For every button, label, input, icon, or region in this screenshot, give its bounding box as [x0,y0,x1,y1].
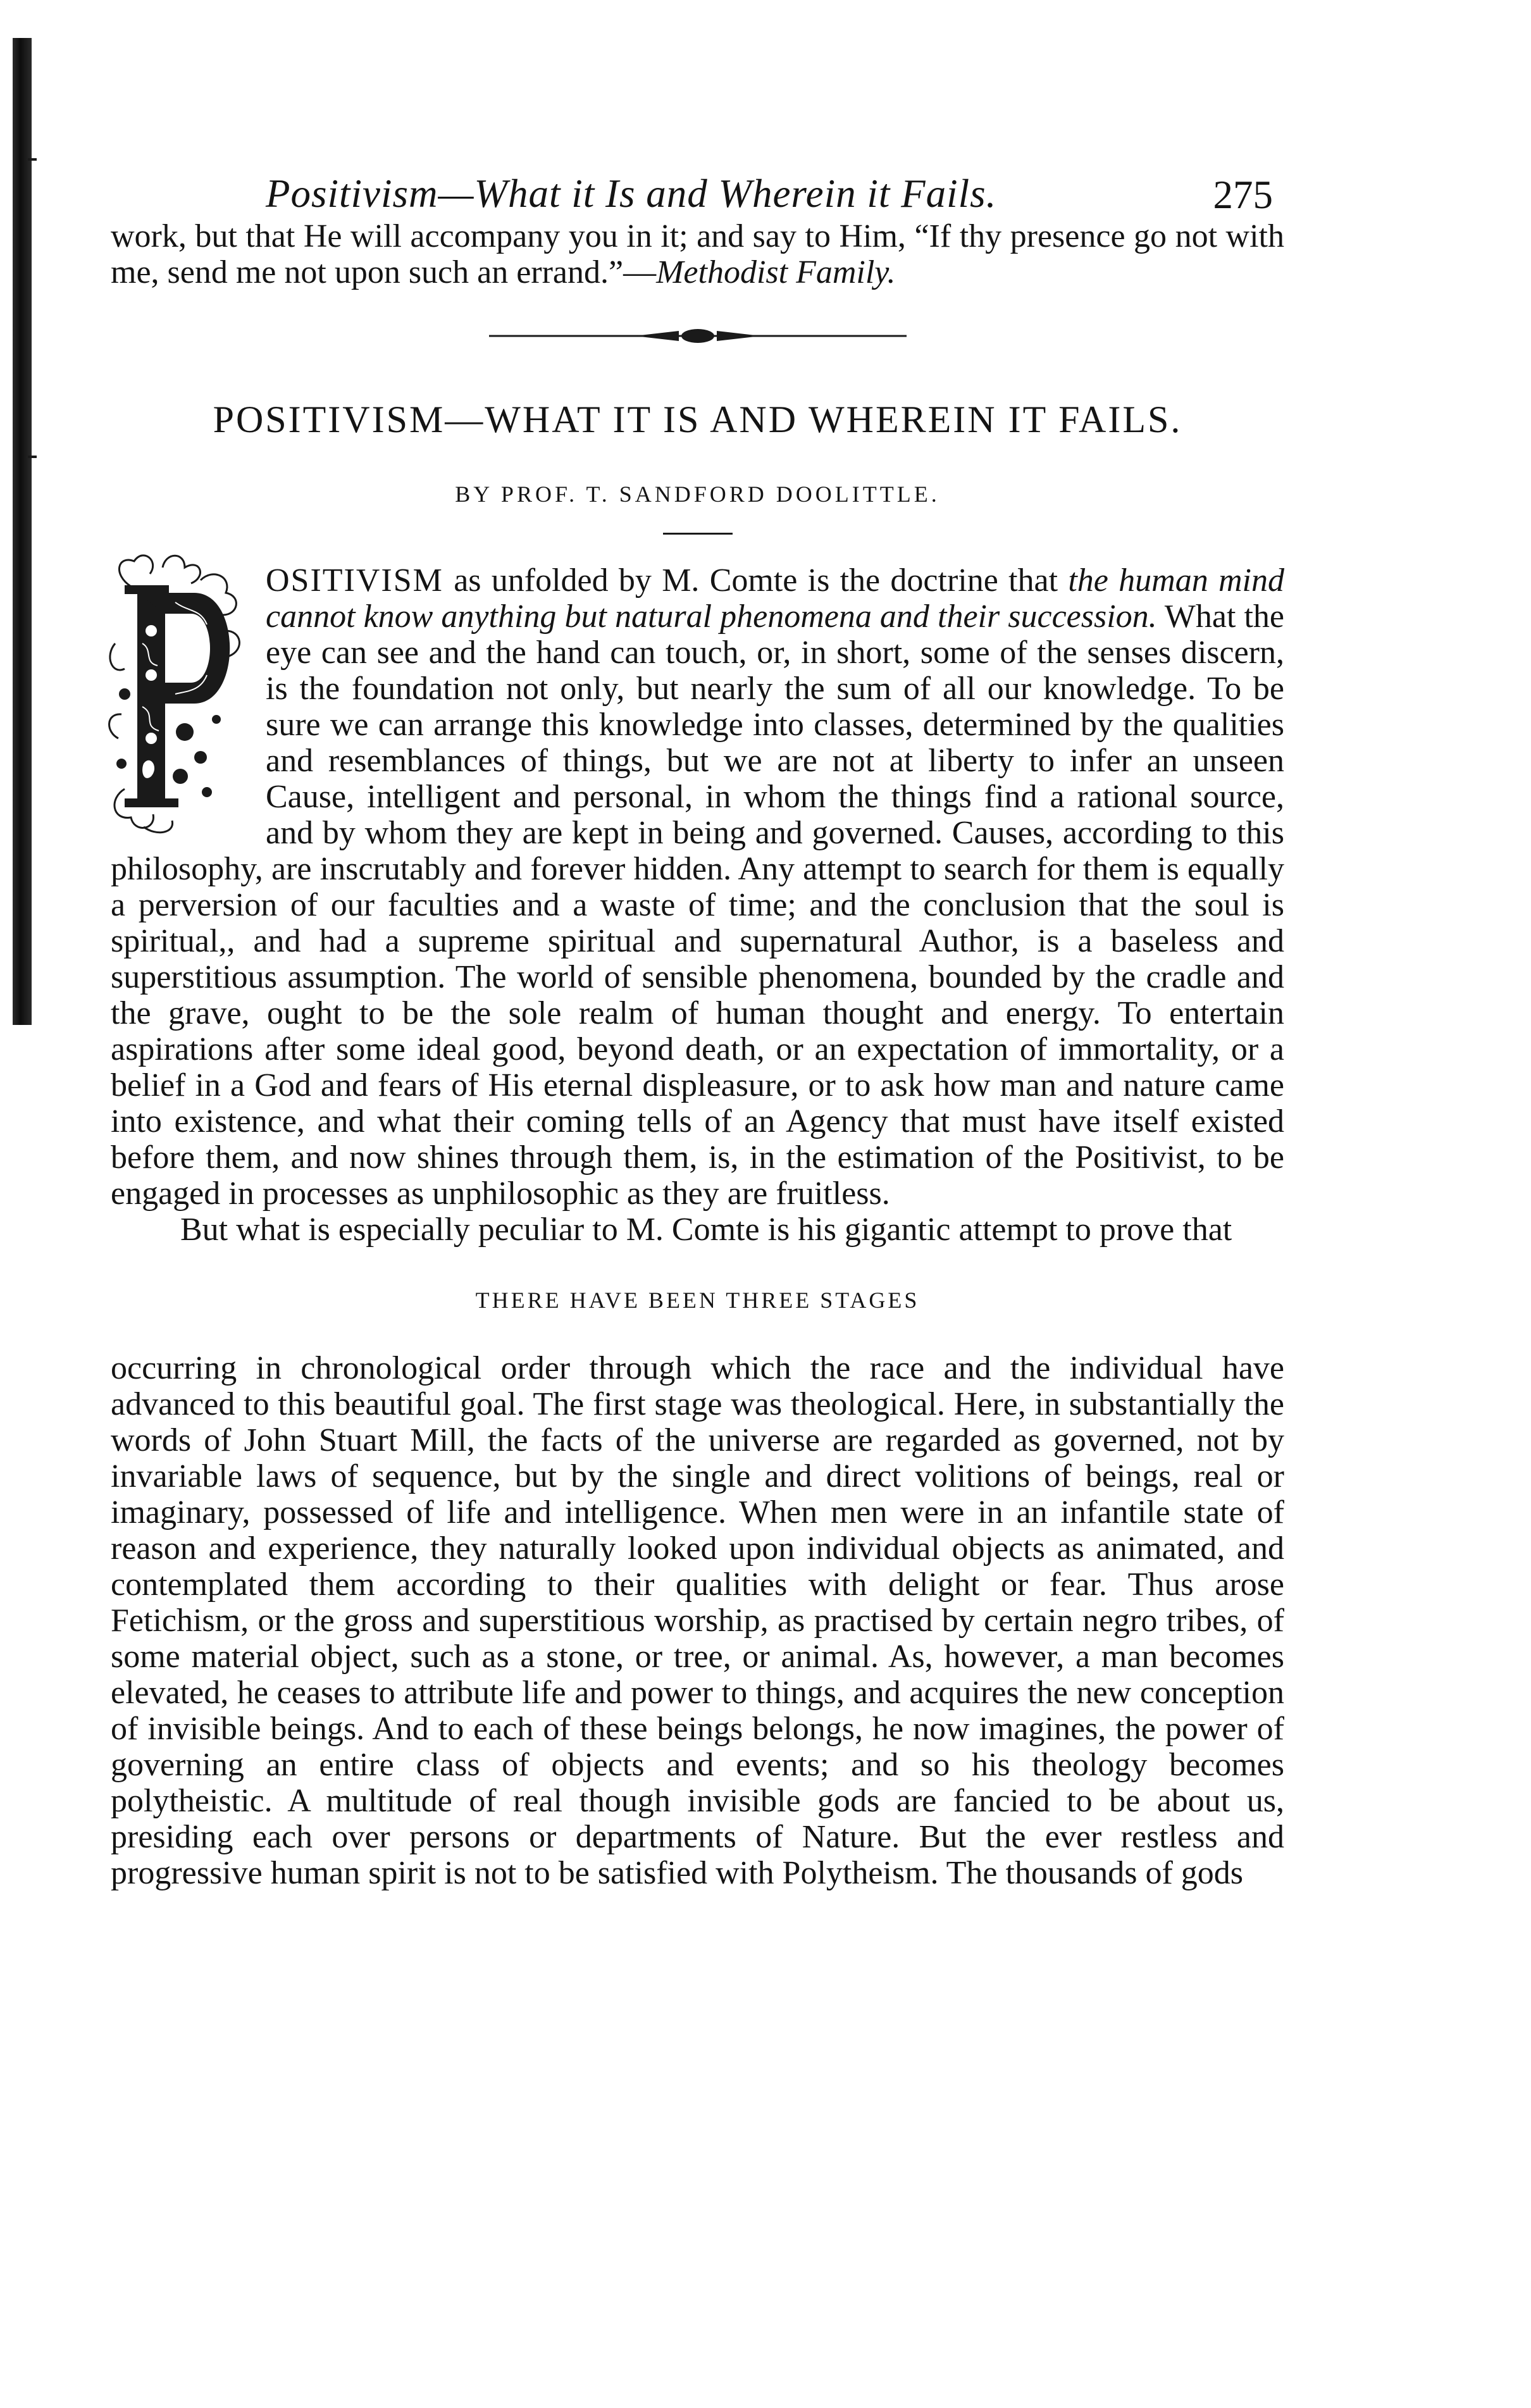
previous-article-ending [111,218,1284,290]
running-head [111,158,1284,218]
previous-article-text: work, but that He will accompany you in it; and say to Him, “If thy presence go not with me, send me not upon such an errand.”— [111,218,1284,290]
binding-mark [28,456,37,458]
article-title: POSITIVISM—WHAT IT IS AND WHEREIN IT FAILS. [213,399,1182,440]
article-paragraph-1 [111,562,1284,1212]
page-number: 275 [1213,173,1273,217]
previous-article-source: Methodist Family. [656,254,896,290]
running-title: Positivism—What it Is and Wherein it Fails. [266,171,997,216]
para1-part-b: What the eye can see and the hand can touch, or, in short, some of the senses discern, is the foundation not only, but nearly the sum of all our knowledge. To be sure we can arrange this knowledge into classes, determined by the qualities and resemblances of things, but we are not at liberty to infer an unseen Cause, intelligent and personal, in whom the things find a rational source, and by whom they are kept in being and governed. Causes, according to this philosophy, are inscrutably and forever hidden. Any attempt to search for them is equally a perversion of our faculties and a waste of time; and the conclusion that the soul is spiritual,, and had a supreme spiritual and supernatural Author, is a baseless and superstitious assumption. The world of sensible phenomena, bounded by the cradle and the grave, ought to be the sole realm of human thought and energy. To entertain aspirations after some ideal good, beyond death, or an expectation of immortality, or a belief in a God and fears of His eternal displeasure, or to ask how man and nature came into existence, and what their coming tells of an Agency that must have itself existed before them, and now shines through them, is, in the estimation of the Positivist, to be engaged in processes as unphilosophic as they are fruitless. [111,599,1284,1212]
ornamental-dropcap [106,549,248,836]
para1-emphasis: the human mind cannot know anything but natural phenomena and their succession. [266,562,1284,635]
article-paragraph-3: occurring in chronological order through which the race and the individual have advanced to this beautiful goal. The first stage was theological. Here, in substantially the words of John Stuart Mill, the facts of the universe are regarded as governed, not by invariable laws of sequence, but by the single and direct volitions of beings, real or imaginary, possessed of life and intelligence. When men were in an infantile state of reason and experience, they naturally looked upon individual objects as animated, and contemplated them according to their qualities with delight or fear. Thus arose Fetichism, or the gross and superstitious worship, as practised by certain negro tribes, of some material object, such as a stone, or tree, or animal. As, however, a man becomes elevated, he ceases to attribute life and power to things, and acquires the new conception of invisible beings. And to each of these beings belongs, he now imagines, the power of governing an entire class of objects and events; and so his theology becomes polytheistic. A multitude of real though invisible gods are fancied to be about us, presiding each over persons or departments of Nature. But the ever restless and progressive human spirit is not to be satisfied with Polytheism. The thousands of gods [111,1350,1284,1891]
para1-part-a: as unfolded by M. Comte is the doctrine that [443,562,1069,599]
ornamental-divider [489,323,907,349]
article-paragraph-2: But what is especially peculiar to M. Comte is his gigantic attempt to prove that [180,1212,1232,1248]
binding-edge [13,38,32,1025]
article-opening [111,562,1284,1248]
opening-word: OSITIVISM [266,562,443,599]
article-byline: BY PROF. T. SANDFORD DOOLITTLE. [455,481,940,507]
page [111,158,1284,1891]
binding-mark [28,158,37,161]
title-rule [663,533,733,535]
section-heading: THERE HAVE BEEN THREE STAGES [475,1288,920,1313]
